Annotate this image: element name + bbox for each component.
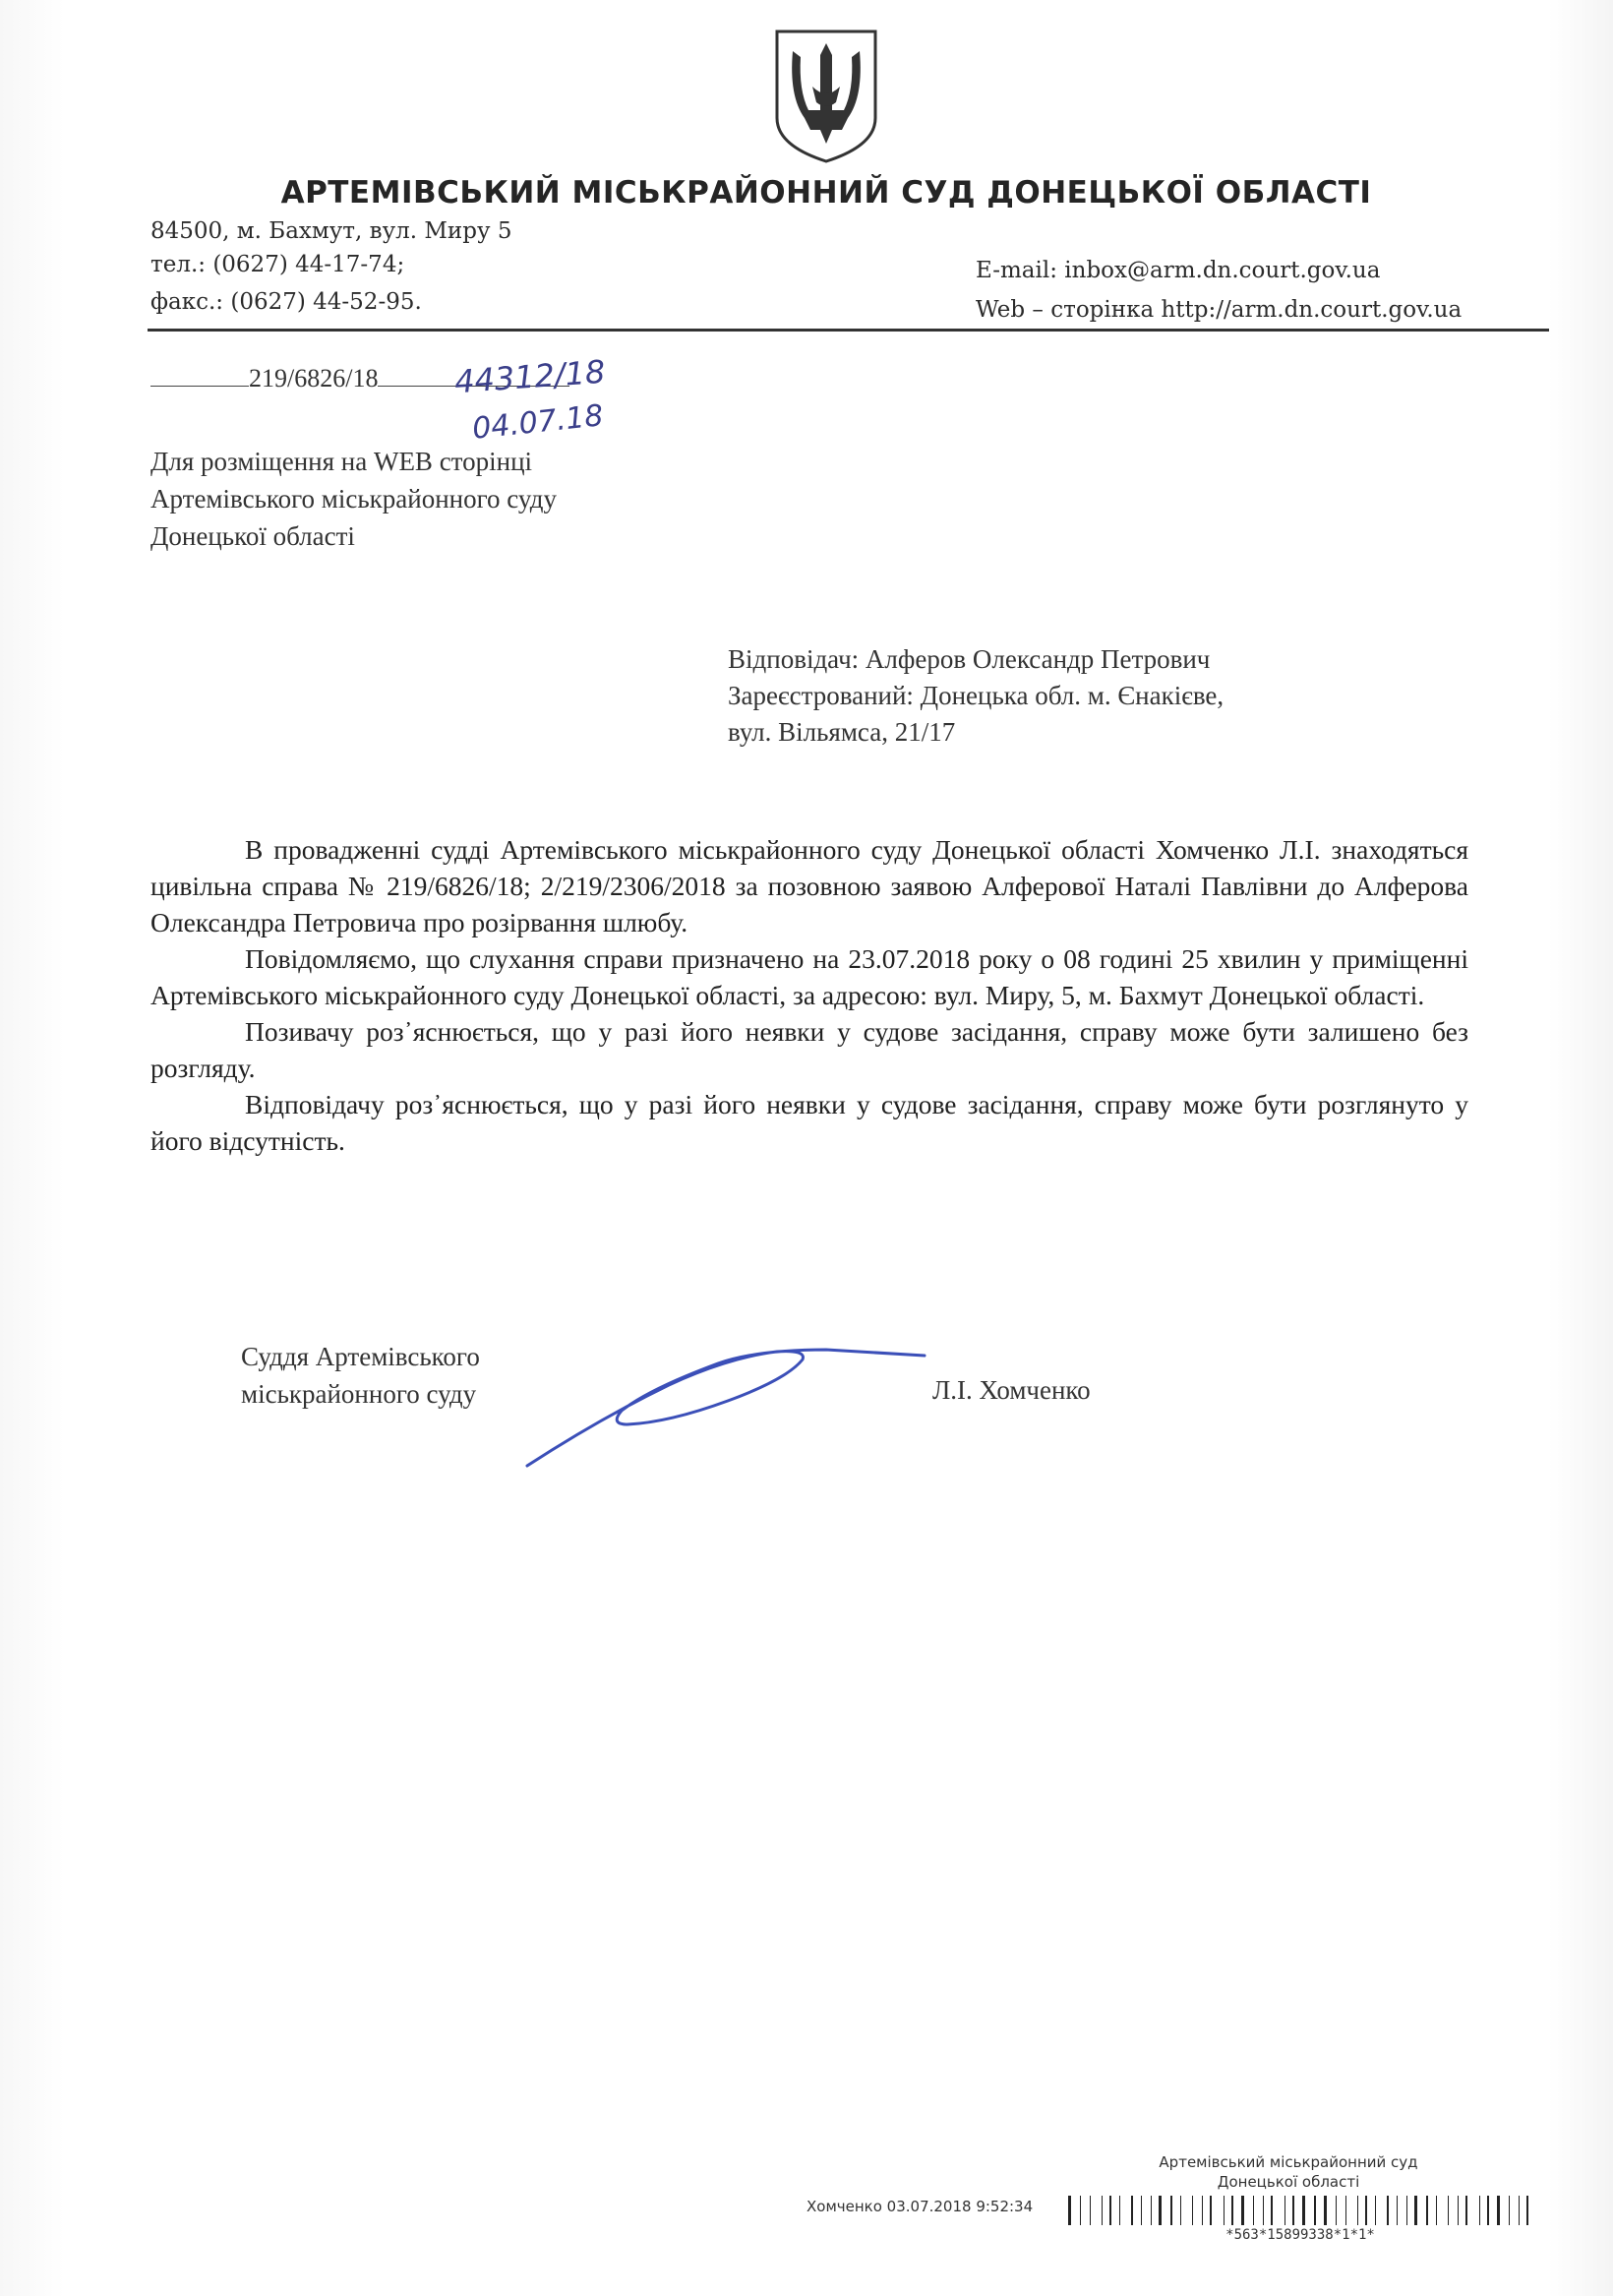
respondent-registration: Зареєстрований: Донецька обл. м. Єнакієве, <box>728 681 1225 710</box>
handwritten-registration-number: 44312/18 <box>452 352 607 401</box>
barcode-bar <box>1458 2196 1459 2225</box>
stamp-signed-by: Хомченко 03.07.2018 9:52:34 <box>806 2198 1034 2215</box>
barcode-bar <box>1387 2196 1389 2225</box>
letter-body <box>150 831 1468 1159</box>
barcode-bar <box>1284 2196 1285 2225</box>
court-email: E-mail: inbox@arm.dn.court.gov.ua <box>976 258 1381 283</box>
judge-title <box>241 1338 480 1413</box>
judge-name: Л.І. Хомченко <box>932 1375 1091 1405</box>
barcode-bar <box>1253 2196 1254 2225</box>
stamp-court-line: Донецької області <box>1217 2173 1360 2191</box>
barcode-bar <box>1090 2196 1091 2225</box>
barcode-bar <box>1426 2196 1428 2225</box>
barcode-bar <box>1141 2196 1142 2225</box>
barcode-bar <box>1224 2196 1225 2225</box>
barcode-bar <box>1271 2196 1273 2225</box>
barcode-bar <box>1436 2196 1437 2225</box>
web-placement-note <box>150 443 557 555</box>
barcode-bar <box>1375 2196 1376 2225</box>
barcode-bar <box>1357 2196 1358 2225</box>
stamp-court-name <box>1082 2152 1495 2192</box>
barcode-bar <box>1231 2196 1233 2225</box>
barcode-bar <box>1509 2196 1510 2225</box>
stamp-court-line: Артемівський міськрайонний суд <box>1159 2153 1418 2171</box>
barcode-bar <box>1397 2196 1398 2225</box>
barcode-bar <box>1102 2196 1103 2225</box>
barcode-bar <box>1345 2196 1346 2225</box>
barcode-bar <box>1241 2196 1244 2225</box>
barcode-bar <box>1519 2196 1520 2225</box>
barcode-bar <box>1080 2196 1081 2225</box>
barcode-bar <box>1263 2196 1264 2225</box>
barcode-bar <box>1119 2196 1120 2225</box>
court-name: АРТЕМІВСЬКИЙ МІСЬКРАЙОННИЙ СУД ДОНЕЦЬКОЇ ОБЛАСТІ <box>280 175 1372 211</box>
body-paragraph: В провадженні судді Артемівського міськрайонного суду Донецької області Хомченко Л.І. знаходяться цивільна справа № 219/6826/18; 2/219/2306/2018 за позовною заявою Алферової Наталі Павлівни до Алферова Олександра Петровича про розірвання шлюбу. <box>150 834 1468 937</box>
barcode-bar <box>1406 2196 1407 2225</box>
barcode-bar <box>1448 2196 1449 2225</box>
barcode-bar <box>1487 2196 1489 2225</box>
barcode-bar <box>1497 2196 1500 2225</box>
barcode-bar <box>1365 2196 1367 2225</box>
barcode-bar <box>1202 2196 1203 2225</box>
barcode-bar <box>1151 2196 1152 2225</box>
case-number: 219/6826/18 <box>249 364 379 393</box>
barcode-bar <box>1210 2196 1212 2225</box>
respondent-name: Відповідач: Алферов Олександр Петрович <box>728 644 1211 674</box>
header-divider <box>148 329 1549 332</box>
respondent-street: вул. Вільямса, 21/17 <box>728 717 956 747</box>
body-paragraph: Позивачу роз᾽яснюється, що у разі його неявки у судове засідання, справу може бути залишено без розгляду. <box>150 1016 1468 1083</box>
handwritten-registration-date: 04.07.18 <box>470 398 606 447</box>
respondent-block <box>728 641 1224 751</box>
barcode-bar <box>1192 2196 1193 2225</box>
court-fax: факс.: (0627) 44-52-95. <box>150 289 422 315</box>
judge-title-line: Суддя Артемівського <box>241 1342 480 1371</box>
barcode-bar <box>1170 2196 1172 2225</box>
barcode <box>1064 2196 1536 2225</box>
barcode-bar <box>1336 2196 1337 2225</box>
court-phone: тел.: (0627) 44-17-74; <box>150 252 405 277</box>
body-paragraph: Повідомляємо, що слухання справи призначено на 23.07.2018 року о 08 годині 25 хвилин у приміщенні Артемівського міськрайонного суду Донецької області, за адресою: вул. Миру, 5, м. Бахмут Донецької області. <box>150 943 1468 1010</box>
barcode-bar <box>1479 2196 1480 2225</box>
barcode-bar <box>1068 2196 1071 2225</box>
barcode-bar <box>1131 2196 1133 2225</box>
court-website: Web – сторінка http://arm.dn.court.gov.ua <box>976 297 1463 323</box>
barcode-bar <box>1292 2196 1294 2225</box>
web-note-line: Донецької області <box>150 521 355 551</box>
barcode-bar <box>1159 2196 1162 2225</box>
judge-title-line: міськрайонного суду <box>241 1379 477 1409</box>
body-paragraph: Відповідачу роз᾽яснюється, що у разі його неявки у судове засідання, справу може бути розглянуто у його відсутність. <box>150 1089 1468 1156</box>
barcode-bar <box>1314 2196 1316 2225</box>
barcode-number: *563*15899338*1*1* <box>1225 2227 1375 2243</box>
handwritten-signature <box>511 1328 934 1476</box>
barcode-bar <box>1180 2196 1181 2225</box>
blank-line <box>150 366 249 387</box>
barcode-bar <box>1414 2196 1417 2225</box>
barcode-bar <box>1109 2196 1111 2225</box>
barcode-bar <box>1302 2196 1305 2225</box>
barcode-bar <box>1324 2196 1327 2225</box>
court-address: 84500, м. Бахмут, вул. Миру 5 <box>150 218 512 244</box>
web-note-line: Артемівського міськрайонного суду <box>150 484 557 514</box>
barcode-bar <box>1465 2196 1467 2225</box>
trident-emblem-icon <box>771 28 881 165</box>
web-note-line: Для розміщення на WEB сторінці <box>150 447 533 476</box>
barcode-bar <box>1526 2196 1528 2225</box>
